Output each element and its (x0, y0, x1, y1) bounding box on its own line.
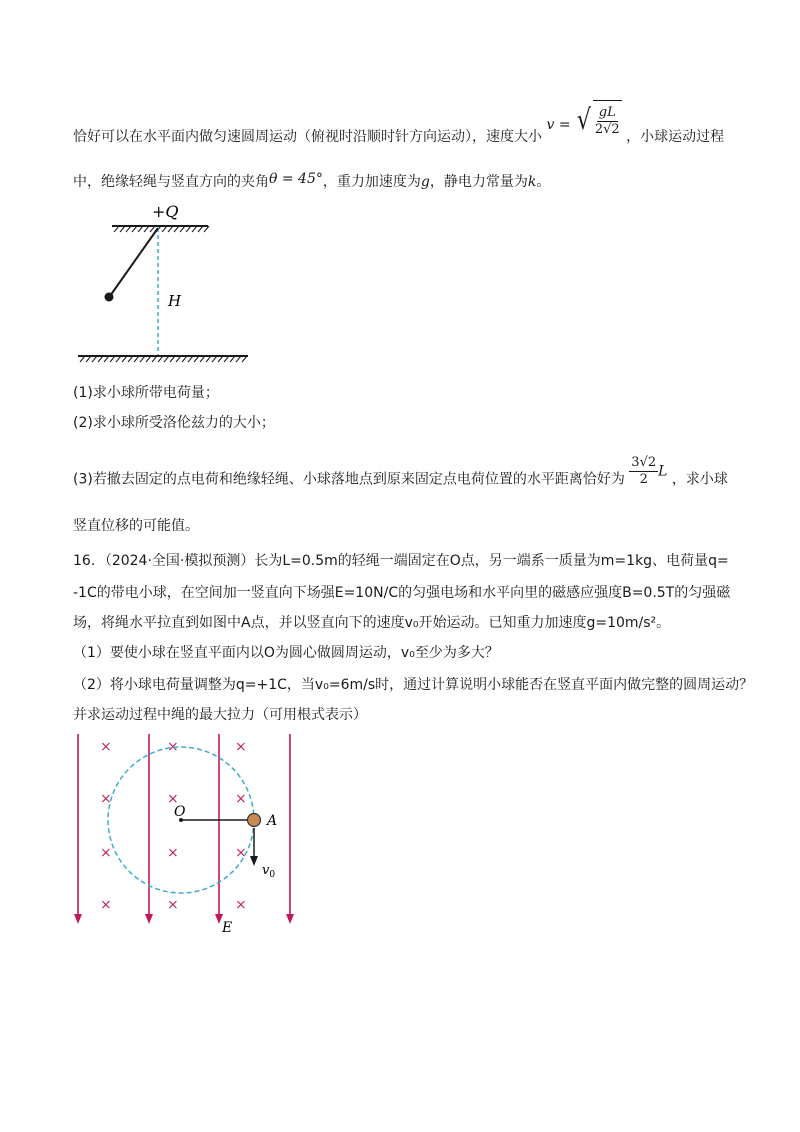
height-label: H (168, 292, 182, 310)
magnetic-field-cross: × (100, 897, 112, 913)
problem-16-part-1: （1）要使小球在竖直平面内以O为圆心做圆周运动，v₀至少为多大？ (73, 645, 499, 661)
problem-16-line-2: -1C的带电小球，在空间加一竖直向下场强E=10N/C的匀强电场和水平向里的磁感应强度B=0.5T的匀强磁 (73, 585, 731, 601)
magnetic-field-cross: × (100, 739, 112, 755)
angle-expression: θ = 45° (269, 171, 323, 187)
magnetic-field-cross: × (235, 739, 247, 755)
problem-16-line-1: 16．（2024·全国·模拟预测）长为L=0.5m的轻绳一端固定在O点，另一端系一质量为m=1kg、电荷量q= (73, 553, 729, 569)
magnetic-field-cross: × (235, 897, 247, 913)
point-O-label: O (174, 804, 186, 820)
question-3: (3)若撤去固定的点电荷和绝缘轻绳、小球落地点到原来固定点电荷位置的水平距离恰好为 $\frac{3√2}{2}$ L ，求小球 (73, 455, 728, 488)
charge-label: +Q (152, 202, 179, 221)
velocity-arrowhead (250, 856, 258, 866)
problem-16-part-2: （2）将小球电荷量调整为q=+1C，当v₀=6m/s时，通过计算说明小球能否在竖直平面内做完整的圆周运动？ (73, 677, 754, 693)
field-arrowhead-2 (145, 914, 153, 924)
velocity-formula: √ $\frac{gL}{2√2}$ (575, 100, 622, 140)
magnetic-field-cross: × (167, 897, 179, 913)
problem-16-line-3: 场，将绳水平拉直到如图中A点，并以竖直向下的速度v₀开始运动。已知重力加速度g=10m/s²。 (73, 615, 671, 631)
magnetic-field-cross: × (235, 791, 247, 807)
magnetic-field-cross: × (100, 791, 112, 807)
string-line (110, 228, 158, 296)
distance-fraction: $\frac{3√2}{2}$ (631, 455, 657, 487)
field-arrowhead-1 (74, 914, 82, 924)
magnetic-field-cross: × (167, 845, 179, 861)
pendulum-figure (70, 198, 260, 368)
velocity-symbol: v (546, 117, 555, 133)
question-3-cont: 竖直位移的可能值。 (73, 518, 199, 534)
v0-label: $v_0$ (262, 863, 276, 880)
intro-line-2: 中，绝缘轻绳与竖直方向的夹角θ = 45°，重力加速度为g，静电力常量为k。 (73, 171, 551, 190)
field-arrowhead-4 (286, 914, 294, 924)
question-1: (1)求小球所带电荷量； (73, 385, 219, 401)
problem-16-part-3: 并求运动过程中绳的最大拉力（可用根式表示） (73, 707, 367, 723)
ball (105, 293, 114, 302)
charged-ball (248, 814, 261, 827)
magnetic-field-cross: × (167, 739, 179, 755)
magnetic-field-cross: × (167, 791, 179, 807)
field-circle-figure (64, 728, 304, 940)
magnetic-field-cross: × (100, 845, 112, 861)
intro-line-1: 恰好可以在水平面内做匀速圆周运动（俯视时沿顺时针方向运动），速度大小 v = √ $\frac{gL}{2√2}$ ，小球运动过程 (73, 112, 724, 152)
field-E-label: E (222, 920, 233, 936)
point-A-label: A (267, 813, 278, 829)
question-2: (2)求小球所受洛伦兹力的大小； (73, 415, 275, 431)
magnetic-field-cross: × (235, 845, 247, 861)
